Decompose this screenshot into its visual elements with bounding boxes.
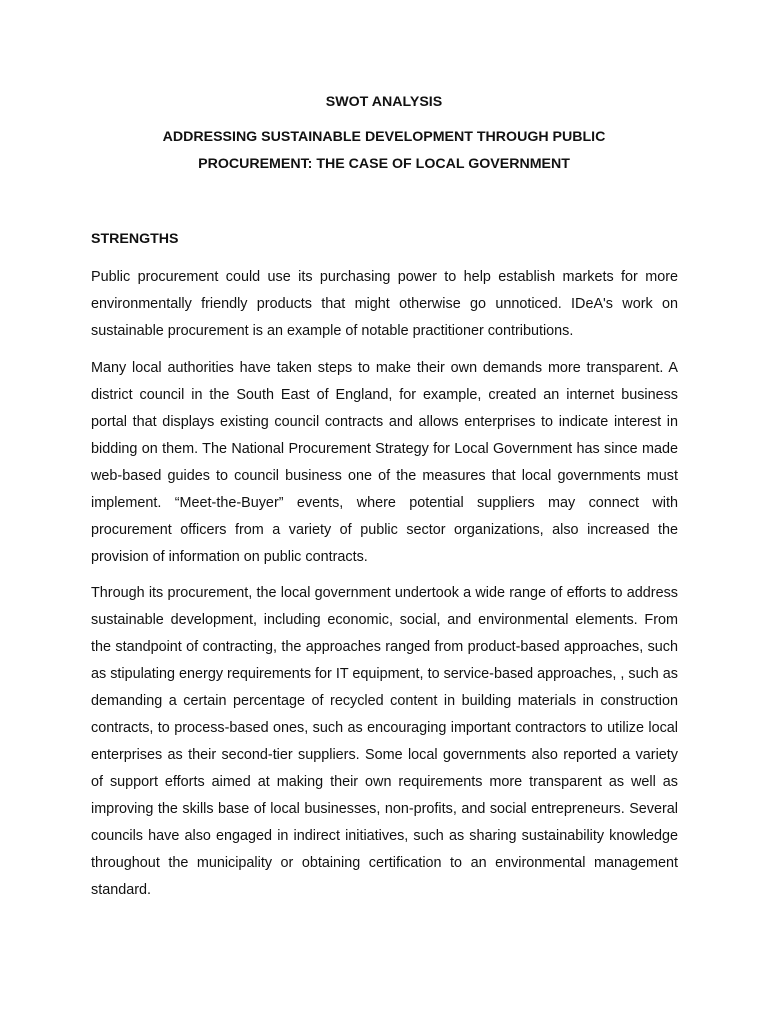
document-subtitle (0, 124, 768, 178)
paragraph: Through its procurement, the local government undertook a wide range of efforts to address sustainable development, including economic, social, and environmental elements. From the standpoint of contracting, the approaches ranged from product-based approaches, such as stipulating energy requirements for IT equipment, to service-based approaches, , such as demanding a certain percentage of recycled content in building materials in construction contracts, to process-based ones, such as encouraging important contractors to utilize local enterprises as their second-tier suppliers. Some local governments also reported a variety of support efforts aimed at making their own requirements more transparent as well as improving the skills base of local businesses, non-profits, and social entrepreneurs. Several councils have also engaged in indirect initiatives, such as sharing sustainability knowledge throughout the municipality or obtaining certification to an environmental management standard. (91, 585, 678, 898)
document-title: SWOT ANALYSIS (325, 94, 443, 110)
section-heading-strengths: STRENGTHS (91, 231, 179, 247)
paragraph: Many local authorities have taken steps to make their own demands more transparent. A district council in the South East of England, for example, created an internet business portal that displays existing council contracts and allows enterprises to indicate interest in bidding on them. The National Procurement Strategy for Local Government has since made web-based guides to council business one of the measures that local governments must implement. “Meet-the-Buyer” events, where potential suppliers may connect with procurement officers from a variety of public sector organizations, also increased the provision of information on public contracts. (91, 360, 678, 565)
document-subtitle-line-2: PROCUREMENT: THE CASE OF LOCAL GOVERNMENT (198, 156, 570, 172)
paragraph: Public procurement could use its purchasing power to help establish markets for more environmentally friendly products that might otherwise go unnoticed. IDeA's work on sustainable procurement is an example of notable practitioner contributions. (91, 269, 678, 339)
document-subtitle-line-1: ADDRESSING SUSTAINABLE DEVELOPMENT THROUGH PUBLIC (162, 129, 606, 145)
